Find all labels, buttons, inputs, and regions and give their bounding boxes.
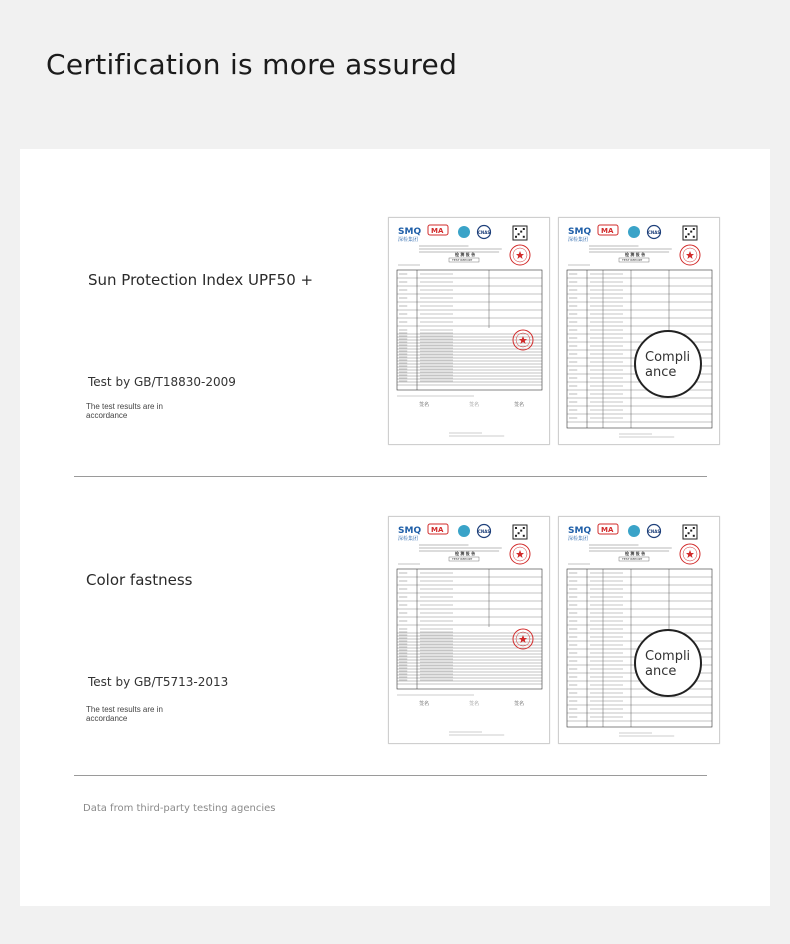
cma-logo-text: MA [601, 526, 614, 534]
qr-code-icon [683, 226, 697, 240]
red-stamp-icon [510, 544, 530, 564]
smq-logo: SMQ [398, 227, 422, 237]
certification-card [20, 149, 770, 906]
red-stamp-icon [513, 330, 533, 350]
compliance-badge: Compli ance [634, 330, 702, 398]
ilac-logo-icon [458, 525, 470, 537]
signature-mark: 签名 [469, 402, 480, 408]
report-thumbnail [559, 218, 719, 444]
cma-logo-icon [428, 524, 448, 534]
report-title: 检 测 报 告 [455, 551, 476, 556]
section-test-standard: Test by GB/T18830-2009 [88, 375, 236, 389]
report-thumbnail [389, 517, 549, 743]
report-title: 检 测 报 告 [625, 252, 646, 257]
section-heading: Sun Protection Index UPF50 + [88, 271, 314, 289]
ilac-logo-icon [458, 226, 470, 238]
section-note: The test results are in accordance [86, 705, 163, 723]
section-heading: Color fastness [86, 571, 193, 589]
report-subtitle: TEST REPORT [452, 258, 473, 262]
smq-subtitle: 深检集团 [398, 536, 419, 542]
certification-section-upf [20, 149, 770, 449]
smq-logo: SMQ [398, 526, 422, 536]
cma-logo-icon [428, 225, 448, 235]
cnas-logo-text: CNAS [478, 529, 491, 534]
section-test-standard: Test by GB/T5713-2013 [88, 675, 229, 689]
cnas-logo-text: CNAS [648, 230, 661, 235]
report-thumbnail [559, 517, 719, 743]
smq-subtitle: 深检集团 [568, 536, 589, 542]
red-stamp-icon [510, 245, 530, 265]
page-title: Certification is more assured [46, 48, 458, 81]
cnas-logo-icon [478, 226, 491, 239]
smq-logo: SMQ [568, 227, 592, 237]
certification-section-color-fastness [20, 449, 770, 749]
report-title: 检 测 报 告 [455, 252, 476, 257]
qr-code-icon [683, 525, 697, 539]
cnas-logo-text: CNAS [478, 230, 491, 235]
smq-logo: SMQ [568, 526, 592, 536]
footer-note: Data from third-party testing agencies [83, 803, 276, 814]
cnas-logo-text: CNAS [648, 529, 661, 534]
signature-mark: 签名 [419, 402, 430, 408]
test-report-page-1 [388, 516, 550, 744]
cma-logo-icon [598, 225, 618, 235]
signature-mark: 签名 [469, 701, 480, 707]
qr-code-icon [513, 226, 527, 240]
red-stamp-icon [513, 629, 533, 649]
test-report-page-2 [558, 217, 720, 445]
ilac-logo-icon [628, 226, 640, 238]
cnas-logo-icon [648, 226, 661, 239]
cma-logo-icon [598, 524, 618, 534]
red-stamp-icon [680, 245, 700, 265]
cma-logo-text: MA [601, 227, 614, 235]
test-report-page-1 [388, 217, 550, 445]
signature-mark: 签名 [514, 701, 525, 707]
section-note: The test results are in accordance [86, 402, 163, 420]
section-divider [74, 775, 707, 776]
cnas-logo-icon [648, 525, 661, 538]
report-subtitle: TEST REPORT [622, 258, 643, 262]
qr-code-icon [513, 525, 527, 539]
ilac-logo-icon [628, 525, 640, 537]
signature-mark: 签名 [419, 701, 430, 707]
smq-subtitle: 深检集团 [568, 237, 589, 243]
red-stamp-icon [680, 544, 700, 564]
smq-subtitle: 深检集团 [398, 237, 419, 243]
cnas-logo-icon [478, 525, 491, 538]
compliance-badge: Compli ance [634, 629, 702, 697]
report-title: 检 测 报 告 [625, 551, 646, 556]
signature-mark: 签名 [514, 402, 525, 408]
report-subtitle: TEST REPORT [452, 557, 473, 561]
test-report-page-2 [558, 516, 720, 744]
cma-logo-text: MA [431, 526, 444, 534]
cma-logo-text: MA [431, 227, 444, 235]
report-thumbnail [389, 218, 549, 444]
report-subtitle: TEST REPORT [622, 557, 643, 561]
